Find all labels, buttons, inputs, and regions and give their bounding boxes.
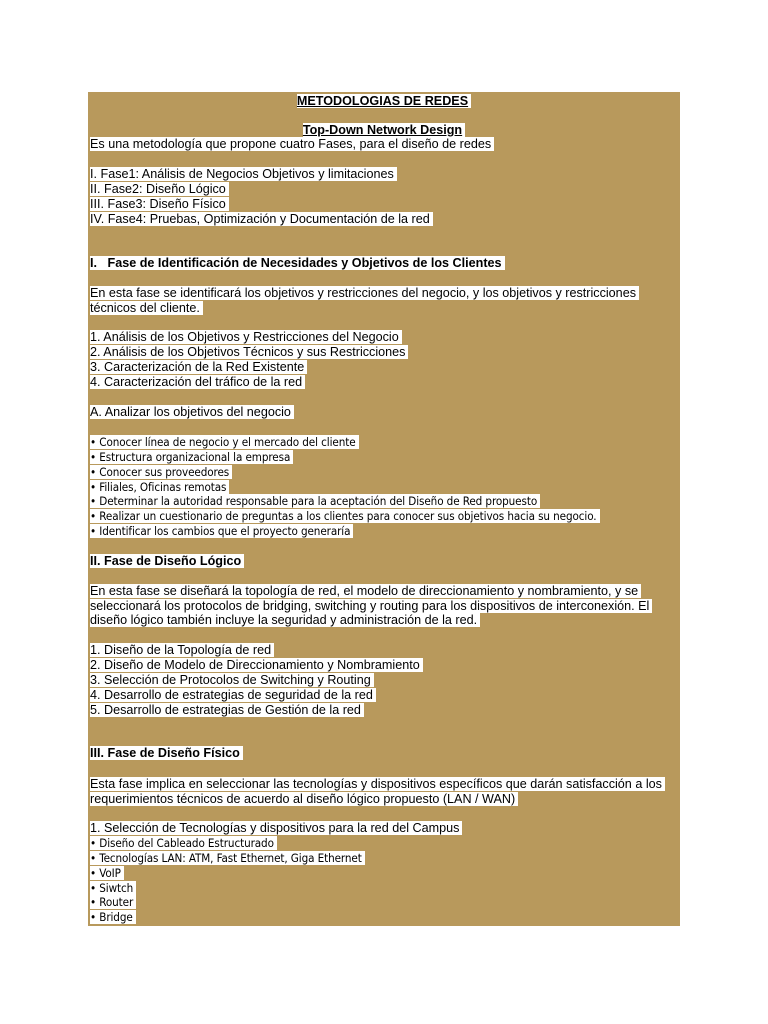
section1-paragraph: En esta fase se identificará los objetivos y restricciones del negocio, y los objetivos y restricciones xyxy=(90,286,639,301)
section3-bullet: • Router xyxy=(90,895,136,910)
section3-bullet: • Bridge xyxy=(90,910,136,925)
phase-item: III. Fase3: Diseño Físico xyxy=(90,197,229,212)
section1-list-item: 3. Caracterización de la Red Existente xyxy=(90,360,307,375)
section2-heading: II. Fase de Diseño Lógico xyxy=(90,554,244,569)
document-page xyxy=(88,92,680,926)
section1-list-item: 2. Análisis de los Objetivos Técnicos y sus Restricciones xyxy=(90,345,408,360)
section3-bullet: • Tecnologías LAN: ATM, Fast Ethernet, Giga Ethernet xyxy=(90,851,365,866)
section1-list-item: 1. Análisis de los Objetivos y Restricciones del Negocio xyxy=(90,330,402,345)
document-subtitle: Top-Down Network Design xyxy=(88,123,680,138)
section3-list-item: 1. Selección de Tecnologías y dispositivos para la red del Campus xyxy=(90,821,462,836)
phase-item: II. Fase2: Diseño Lógico xyxy=(90,182,229,197)
section2-list-item: 2. Diseño de Modelo de Direccionamiento y Nombramiento xyxy=(90,658,423,673)
section3-bullet: • Diseño del Cableado Estructurado xyxy=(90,836,277,851)
section1-subheading: A. Analizar los objetivos del negocio xyxy=(90,405,294,420)
section2-list-item: 1. Diseño de la Topología de red xyxy=(90,643,274,658)
section2-paragraph: En esta fase se diseñará la topología de red, el modelo de direccionamiento y nombramiento, y se xyxy=(90,584,641,599)
section3-bullet: • VoIP xyxy=(90,866,124,881)
section1-bullet: • Realizar un cuestionario de preguntas a los clientes para conocer sus objetivos hacia su negocio. xyxy=(90,509,600,524)
section1-bullet: • Identificar los cambios que el proyecto generaría xyxy=(90,524,353,539)
section2-paragraph: diseño lógico también incluye la seguridad y administración de la red. xyxy=(90,613,480,628)
section3-bullet: • Siwtch xyxy=(90,881,136,896)
document-title: METODOLOGIAS DE REDES xyxy=(88,94,680,109)
intro-paragraph: Es una metodología que propone cuatro Fases, para el diseño de redes xyxy=(90,137,494,152)
section2-list-item: 3. Selección de Protocolos de Switching y Routing xyxy=(90,673,374,688)
phase-item: IV. Fase4: Pruebas, Optimización y Documentación de la red xyxy=(90,212,433,227)
phase-item: I. Fase1: Análisis de Negocios Objetivos y limitaciones xyxy=(90,167,397,182)
section1-bullet: • Conocer sus proveedores xyxy=(90,465,232,480)
section1-bullet: • Determinar la autoridad responsable para la aceptación del Diseño de Red propuesto xyxy=(90,494,540,509)
section2-list-item: 5. Desarrollo de estrategias de Gestión de la red xyxy=(90,703,364,718)
section1-bullet: • Estructura organizacional la empresa xyxy=(90,450,293,465)
section1-bullet: • Conocer línea de negocio y el mercado del cliente xyxy=(90,435,359,450)
section3-paragraph: requerimientos técnicos de acuerdo al diseño lógico propuesto (LAN / WAN) xyxy=(90,792,518,807)
section1-heading: I. Fase de Identificación de Necesidades y Objetivos de los Clientes xyxy=(90,256,505,271)
section3-paragraph: Esta fase implica en seleccionar las tecnologías y dispositivos específicos que darán satisfacción a los xyxy=(90,777,665,792)
section2-list-item: 4. Desarrollo de estrategias de seguridad de la red xyxy=(90,688,376,703)
section1-bullet: • Filiales, Oficinas remotas xyxy=(90,480,229,495)
section1-list-item: 4. Caracterización del tráfico de la red xyxy=(90,375,305,390)
section3-heading: III. Fase de Diseño Físico xyxy=(90,746,243,761)
section1-paragraph: técnicos del cliente. xyxy=(90,301,203,316)
section2-paragraph: seleccionará los protocolos de bridging, switching y routing para los dispositivos de interconexión. El xyxy=(90,599,652,614)
